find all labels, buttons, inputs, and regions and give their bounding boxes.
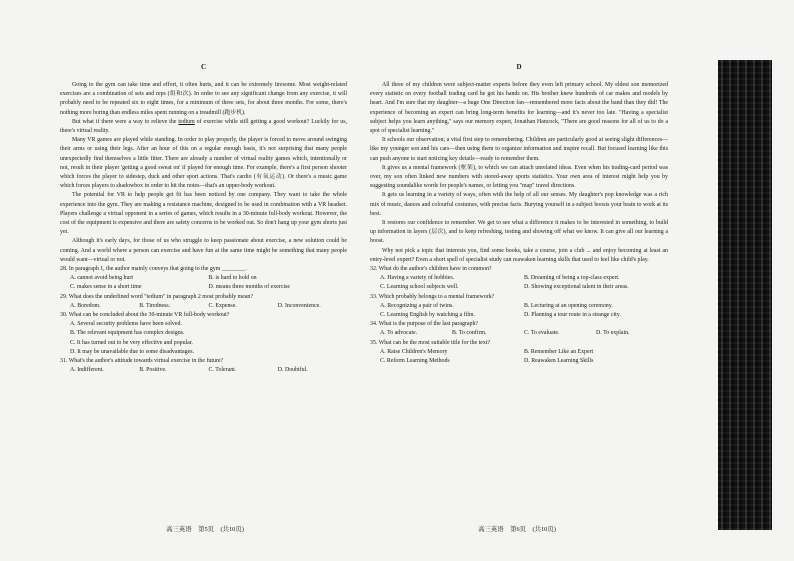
- option-b: B. Remember Like an Expert: [524, 348, 594, 355]
- passage-paragraph: It schools our observation; a vital first step to remembering. Children are particularly good at seeing slight differences—like my younger son and his cars—then using them to organize information and inspire recall. But focused learning like this can push anyone to start noticing key details—ready to remember them.: [370, 137, 668, 162]
- page-footer-6: 高三英语 第6页 (共10页): [478, 526, 556, 533]
- question-31: [60, 357, 347, 375]
- page-5: [60, 62, 347, 376]
- question-stem: 32. What do the author's children have in common?: [370, 266, 492, 273]
- option-a: A. Several security problems have been solved.: [70, 321, 182, 328]
- page-6: [370, 62, 668, 366]
- question-options: [60, 320, 347, 357]
- question-options: [370, 329, 668, 338]
- option-a: A. cannot avoid being hurt: [70, 275, 133, 282]
- question-stem: 28. In paragraph 1, the author mainly conveys that going to the gym ________.: [60, 266, 247, 273]
- question-stem: 31. What's the author's attitude towards virtual exercise in the future?: [60, 358, 224, 365]
- question-stem: 30. What can be concluded about the 30-minute VR full-body workout?: [60, 312, 230, 319]
- passage-paragraph: It gets us learning in a variety of ways, often with the help of all our senses. My daughter's pop knowledge was a rich mix of music, dances and colourful costumes, with precise facts. Burying yourself in a subject boosts your brain to work at its best.: [370, 192, 668, 217]
- paragraph-text: But what if there were a way to relieve the: [72, 118, 179, 125]
- passage-paragraph: It restores our confidence to remember. We get to see what a difference it makes to be interested in something, to build up information in layers (层次), and to keep refreshing, testing and showing off what we know. It can give all our learning a boost.: [370, 220, 668, 245]
- paragraph-text: of exercise while still getting a good workout? Luckily for us, there's virtual reality.: [60, 118, 348, 135]
- option-c: C. Reform Learning Methods: [380, 358, 450, 365]
- question-options: [370, 302, 668, 320]
- option-b: B. Tiredness.: [139, 302, 171, 309]
- option-c: C. It has turned out to be very effective and popular.: [70, 339, 193, 346]
- question-stem: 29. What does the underlined word "tedium" in paragraph 2 most probably mean?: [60, 293, 253, 300]
- option-c: C. Tolerant.: [208, 367, 237, 374]
- option-a: A. To advocate.: [380, 330, 418, 337]
- passage-paragraph: It gives us a mental framework (框架), to which we can attach unrelated ideas. Even when his trading-card period was over, my son often linked new numbers with stored-away sports statistics. Your own area of interest might help you by suggesting soundalike words for people's names, or letting you "map" travel directions.: [370, 164, 668, 190]
- question-stem: 34. What is the purpose of the last paragraph?: [370, 321, 479, 328]
- question-options: [370, 348, 668, 366]
- question-34: [370, 320, 668, 338]
- passage-paragraph: The potential for VR to help people get fit has been noticed by one company. They want to take the whole experience into the gym. They are making a resistance machine, designed to be used in combination with a VR headset. Players challenge a virtual opponent in a series of games, which results in a 30-minute full-body workout. However, the cost of the equipment is expensive and there are safety concerns to be worked out. So don't hang up your gym shorts just yet.: [60, 192, 347, 236]
- question-options: [60, 302, 347, 311]
- option-d: D. To explain.: [596, 330, 630, 337]
- option-d: D. Doubtful.: [277, 367, 308, 374]
- scan-edge-band: [718, 60, 772, 530]
- option-a: A. Recognizing a pair of twins.: [380, 302, 454, 309]
- question-33: [370, 293, 668, 321]
- question-35: [370, 339, 668, 367]
- passage-paragraph: [60, 118, 347, 136]
- passage-paragraph: All three of my children were subject-matter experts before they even left primary school. My eldest son memorized every statistic on every football trading card he got his hands on. His brother knew hundreds of car makes and models by heart. And I'm sure that my daughter—a huge One Direction fan—remembered more facts about the band than they did! The experience of becoming an expert can bring long-term benefits for learning—and it's never too late. "Having a specialist subject helps you learn anything," says our memory expert, Jonathan Hancock, "There are good reasons for all of us to do a spot of specialist learning.": [370, 82, 668, 135]
- option-a: A. Raise Children's Memory: [380, 348, 448, 355]
- option-d: D. Planning a tour route in a strange city.: [524, 312, 621, 319]
- question-28: [60, 265, 347, 293]
- question-options: [370, 274, 668, 292]
- option-b: B. Dreaming of being a top-class expert.: [524, 275, 620, 282]
- question-options: [60, 274, 347, 292]
- option-a: A. Indifferent.: [70, 367, 104, 374]
- option-b: B. To confirm.: [452, 330, 487, 337]
- option-d: D. Inconvenience.: [277, 302, 321, 309]
- option-a: A. Having a variety of hobbies.: [380, 275, 455, 282]
- option-b: B. The relevant equipment has complex designs.: [70, 330, 185, 337]
- question-stem: 35. What can be the most suitable title for the text?: [370, 339, 491, 346]
- option-b: B. Positive.: [139, 367, 167, 374]
- question-options: [60, 366, 347, 375]
- option-b: B. is hard to hold on: [208, 275, 257, 282]
- option-d: D. means three months of exercise: [208, 284, 290, 291]
- option-a: A. Boredom.: [70, 302, 101, 309]
- option-d: D. Reawaken Learning Skills: [524, 358, 594, 365]
- section-letter-d: D: [516, 63, 522, 71]
- question-29: [60, 293, 347, 311]
- underlined-word: tedium: [178, 118, 195, 125]
- option-c: C. Expense.: [208, 302, 237, 309]
- page-footer-5: 高三英语 第5页 (共10页): [166, 526, 244, 533]
- question-stem: 33. Which probably belongs to a mental framework?: [370, 293, 495, 300]
- passage-paragraph: Many VR games are played while standing. In order to play properly, the player is forced to move around swinging their arms or using their legs. After an hour of this on a regular enough basis, it's not surprising that many people unexpectedly find themselves a little fitter. There are already a number of virtual reality games which, intentionally or not, result in their player 'getting a good sweat on' if played for enough time. For example, there's a first person shooter which forces the player to sidestep, duck and other sport actions. That's cardio (有氧运动). Or there's a music game which forces players to shadowbox in order to hit the notes—that's an upper-body workout.: [60, 137, 347, 190]
- option-d: D. Showing exceptional talent in their areas.: [524, 284, 629, 291]
- section-letter-c: C: [200, 63, 207, 71]
- passage-paragraph: Although it's early days, for those of us who struggle to keep passionate about exercise, a new solution could be coming. And a world where a person can exercise and have fun at the same time might be something that many people would want—virtual or not.: [60, 238, 347, 263]
- option-c: C. Learning English by watching a film.: [380, 312, 475, 319]
- option-b: B. Lecturing at an opening ceremony.: [524, 302, 613, 309]
- question-30: [60, 311, 347, 357]
- passage-paragraph: Why not pick a topic that interests you, find some books, take a course, join a club ... and enjoy becoming at least an entry-level expert? Even a short spell of specialist study can reawaken learning skills that used to feel like child's play.: [370, 247, 668, 263]
- option-c: C. Learning school subjects well.: [380, 284, 459, 291]
- option-c: C. makes sense in a short time: [70, 284, 142, 291]
- question-32: [370, 265, 668, 293]
- option-d: D. It may be unavailable due to some disadvantages.: [70, 348, 194, 355]
- passage-paragraph: Going to the gym can take time and effort, it often hurts, and it can be extremely tiresome. Most weight-related exercises are a combination of sets and reps (组和次). In order to see any significant change from any exercise, it will probably need to be repeated six to eight times, for a minimum of three sets, for about three months. For some, there's nothing more boring than endless miles spent running on a treadmill (跑步机).: [60, 82, 347, 116]
- option-c: C. To evaluate.: [524, 330, 560, 337]
